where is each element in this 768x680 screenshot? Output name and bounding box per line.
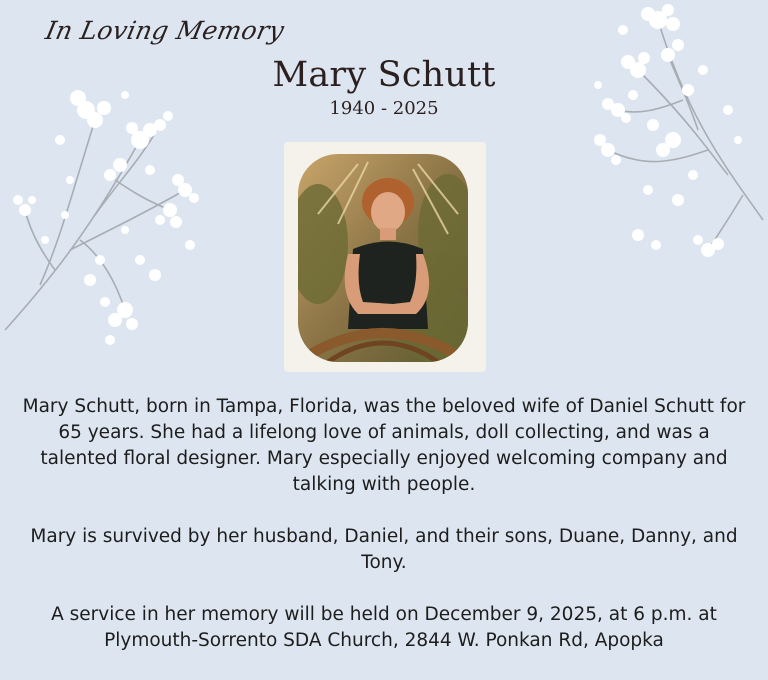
portrait-frame: [284, 142, 486, 372]
babys-breath-right-icon: [578, 0, 768, 260]
service-paragraph: A service in her memory will be held on December 9, 2025, at 6 p.m. at Plymouth-Sorrento SDA Church, 2844 W. Ponkan Rd, Apopka: [51, 604, 717, 651]
biography-paragraph: Mary Schutt, born in Tampa, Florida, was the beloved wife of Daniel Schutt for 65 years. She had a lifelong love of animals, doll collecting, and was a talented floral designer. Mary especially enjoyed welcoming company and talking with people.: [22, 396, 746, 495]
obituary-text: [0, 394, 768, 680]
in-loving-memory-heading: In Loving Memory: [42, 16, 287, 45]
life-dates: 1940 - 2025: [329, 98, 439, 119]
survivors-paragraph: Mary is survived by her husband, Daniel, and their sons, Duane, Danny, and Tony.: [30, 526, 738, 573]
babys-breath-left-icon: [0, 80, 210, 360]
deceased-name: Mary Schutt: [272, 55, 496, 95]
portrait-photo: [298, 154, 468, 362]
